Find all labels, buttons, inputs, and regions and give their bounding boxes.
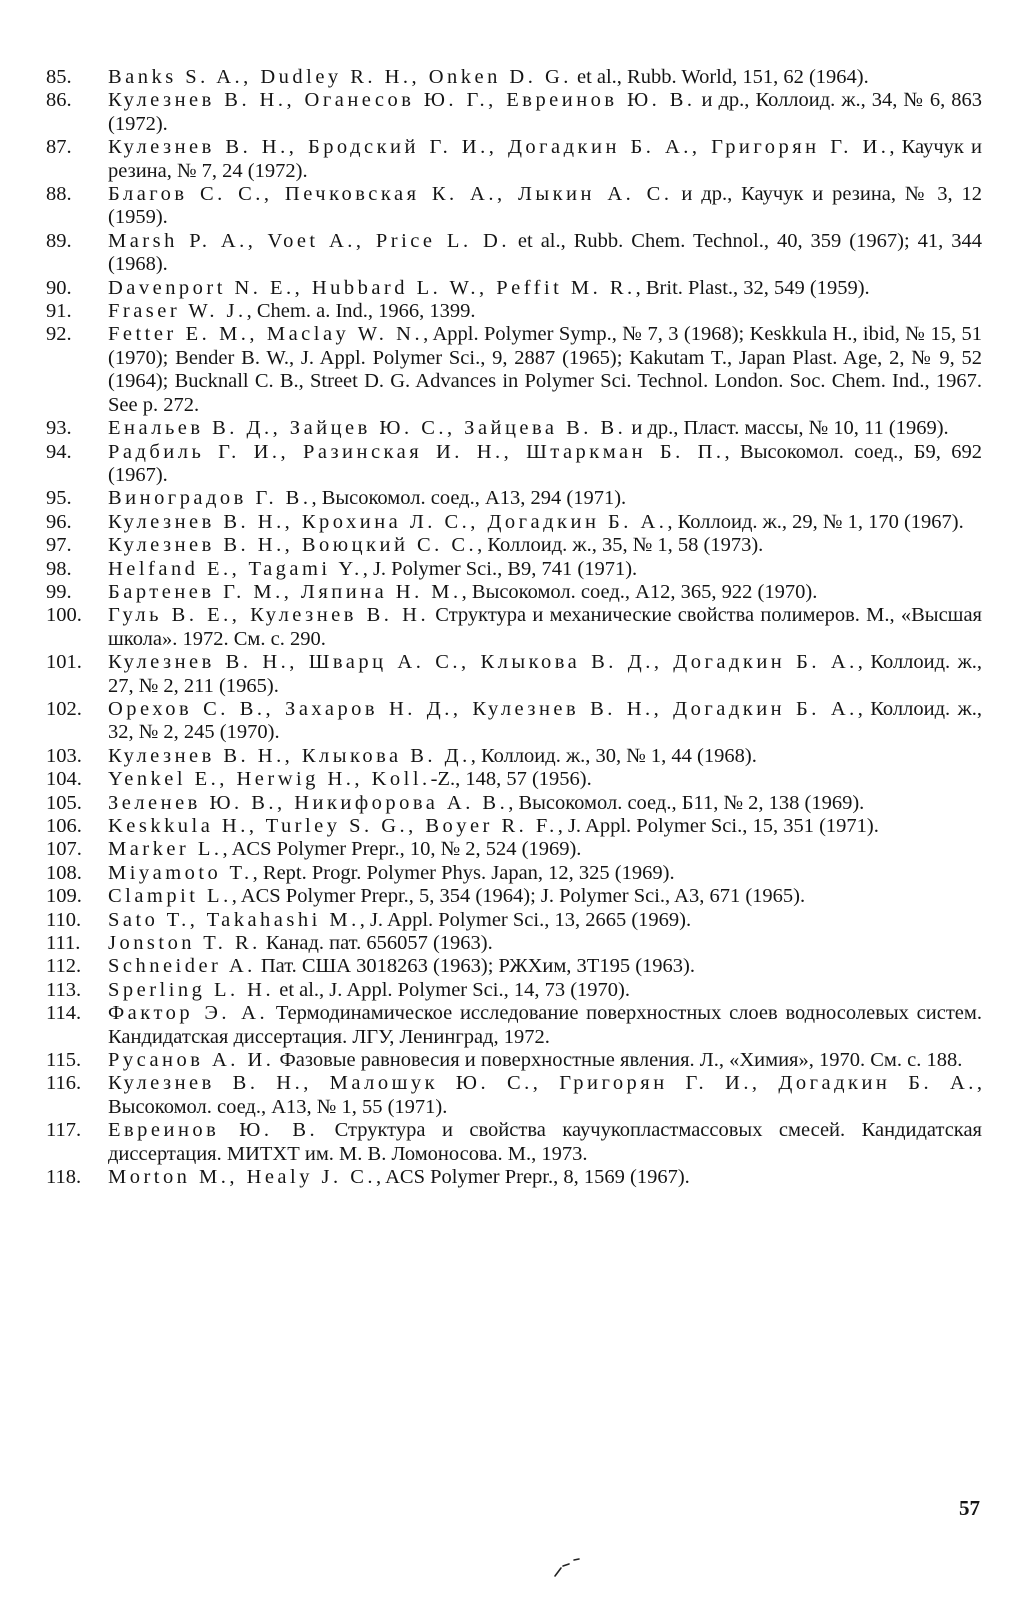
reference-entry [46,277,982,300]
reference-entry [46,651,982,698]
reference-number: 100. [46,604,82,627]
reference-entry [46,534,982,557]
reference-number: 93. [46,417,72,440]
reference-number: 89. [46,229,72,252]
reference-authors: Бартенев Г. М., Ляпина Н. М. [108,580,462,603]
reference-number: 94. [46,440,72,463]
reference-number: 104. [46,768,82,791]
reference-entry [46,1002,982,1049]
reference-entry [46,909,982,932]
reference-number: 92. [46,323,72,346]
reference-text: Структура и механические свойства полимеров. М., «Высшая школа». 1972. См. с. 290. [108,604,982,650]
reference-entry [46,558,982,581]
reference-authors: Clampit L. [108,885,232,908]
reference-entry [46,136,982,183]
reference-authors: Schneider A. [108,955,256,978]
reference-entry [46,604,982,651]
reference-number: 106. [46,815,82,837]
reference-text: , Высокомол. соед., Б11, № 2, 138 (1969). [508,791,865,814]
reference-number: 101. [46,651,82,674]
reference-number: 102. [46,697,82,720]
reference-entry [46,89,982,136]
reference-authors: Виноградов Г. В. [108,487,312,510]
reference-entry [46,815,982,838]
reference-text: , ACS Polymer Prepr., 8, 1569 (1967). [376,1166,690,1189]
page-number: 57 [959,1496,980,1520]
reference-entry [46,885,982,908]
reference-authors: Орехов С. В., Захаров Н. Д., Кулезнев В. Н., Догадкин Б. А. [108,697,858,720]
reference-authors: Кулезнев В. Н., Воюцкий С. С. [108,534,478,557]
reference-number: 103. [46,744,82,767]
reference-authors: Fetter E. M., Maclay W. N. [108,323,424,346]
reference-authors: Радбиль Г. И., Разинская И. Н., Штаркман Б. П. [108,440,725,463]
reference-number: 110. [46,908,82,931]
reference-text: , Коллоид. ж., 27, № 2, 211 (1965). [108,651,982,697]
reference-text: , J. Polymer Sci., B9, 741 (1971). [362,557,638,580]
reference-number: 109. [46,885,82,908]
reference-authors: Keskkula H., Turley S. G., Boyer R. F. [108,815,558,837]
reference-text: , Высокомол. соед., А12, 365, 922 (1970). [461,580,818,603]
reference-text: -Z., 148, 57 (1956). [430,768,592,791]
reference-text: , J. Appl. Polymer Sci., 15, 351 (1971). [557,815,879,837]
reference-text: , J. Appl. Polymer Sci., 13, 2665 (1969). [359,908,692,931]
reference-list [46,66,982,1190]
reference-text: , Высокомол. соед., Б9, 692 (1967). [108,440,982,486]
reference-text: и др., Коллоид. ж., 34, № 6, 863 (1972). [108,89,982,135]
reference-text: et al., Rubb. World, 151, 62 (1964). [571,66,869,88]
reference-authors: Кулезнев В. Н., Крохина Л. С., Догадкин Б. А. [108,510,668,533]
reference-number: 91. [46,300,72,323]
reference-text: et al., Rubb. Chem. Technol., 40, 359 (1967); 41, 344 (1968). [108,229,982,276]
reference-authors: Sato T., Takahashi M. [108,908,360,931]
reference-authors: Кулезнев В. Н., Клыкова В. Д. [108,744,471,767]
reference-authors: Fraser W. J. [108,300,247,323]
reference-entry [46,300,982,323]
reference-number: 90. [46,276,72,299]
reference-authors: Yenkel E., Herwig H., Koll. [108,768,431,791]
reference-authors: Кулезнев В. Н., Бродский Г. И., Догадкин Б. А., Григорян Г. И. [108,136,890,159]
reference-text: , Brit. Plast., 32, 549 (1959). [635,276,870,299]
reference-entry [46,838,982,861]
reference-authors: Marker L. [108,838,223,861]
reference-number: 117. [46,1119,82,1142]
reference-entry [46,955,982,978]
reference-text: и др., Пласт. массы, № 10, 11 (1969). [626,417,949,440]
reference-entry [46,698,982,745]
reference-number: 108. [46,861,82,884]
reference-number: 97. [46,534,72,557]
reference-text: Фазовые равновесия и поверхностные явления. Л., «Химия», 1970. См. с. 188. [274,1049,963,1072]
reference-number: 95. [46,487,72,510]
reference-number: 85. [46,66,72,88]
reference-authors: Кулезнев В. Н., Оганесов Ю. Г., Евреинов Ю. В. [108,89,696,112]
reference-text: , Коллоид. ж., 32, № 2, 245 (1970). [108,697,982,744]
reference-text: , Rept. Progr. Polymer Phys. Japan, 12, 325 (1969). [252,861,675,884]
reference-text: Пат. США 3018263 (1963); РЖХим, 3Т195 (1963). [255,955,695,978]
reference-text: Структура и свойства каучукопластмассовых смесей. Кандидатская диссертация. МИТХТ им. М. В. Ломоносова. М., 1973. [108,1119,982,1165]
reference-number: 107. [46,838,82,861]
reference-number: 114. [46,1002,82,1025]
reference-entry [46,441,982,488]
reference-entry [46,1166,982,1189]
reference-entry [46,1049,982,1072]
reference-authors: Евреинов Ю. В. [108,1119,319,1142]
reference-text: , Коллоид. ж., 35, № 1, 58 (1973). [477,534,764,557]
reference-entry [46,323,982,417]
reference-number: 99. [46,580,72,603]
reference-entry [46,768,982,791]
reference-authors: Кулезнев В. Н., Малошук Ю. С., Григорян Г. И., Догадкин Б. А. [108,1072,977,1095]
reference-authors: Banks S. A., Dudley R. H., Onken D. G. [108,66,572,88]
reference-text: , Appl. Polymer Symp., № 7, 3 (1968); Keskkula H., ibid, № 15, 51 (1970); Bender B. W., J. Appl. Polymer Sci., 9, 2887 (1965); Kakutam T., Japan Plast. Age, 2, № 9, 52 (1964); Bucknall C. B., Street D. G. Advances in Polymer Sci. Technol. London. Soc. Chem. Ind., 1967. See p. 272. [108,323,982,416]
reference-entry [46,581,982,604]
reference-authors: Кулезнев В. Н., Шварц А. С., Клыкова В. Д., Догадкин Б. А. [108,651,858,674]
reference-number: 118. [46,1166,82,1189]
reference-number: 105. [46,791,82,814]
reference-number: 116. [46,1072,82,1095]
reference-entry [46,511,982,534]
reference-authors: Благов С. С., Печковская К. А., Лыкин А. С. [108,183,673,206]
reference-entry [46,862,982,885]
reference-number: 96. [46,510,72,533]
reference-text: , ACS Polymer Prepr., 5, 354 (1964); J. Polymer Sci., A3, 671 (1965). [231,885,806,908]
reference-entry [46,1119,982,1166]
reference-number: 98. [46,557,72,580]
reference-number: 87. [46,136,72,159]
reference-authors: Helfand E., Tagami Y. [108,557,363,580]
reference-entry [46,183,982,230]
reference-text: et al., J. Appl. Polymer Sci., 14, 73 (1970). [274,978,630,1001]
reference-text: , Коллоид. ж., 30, № 1, 44 (1968). [470,744,757,767]
reference-entry [46,979,982,1002]
reference-entry [46,487,982,510]
reference-text: , Высокомол. соед., А13, 294 (1971). [311,487,627,510]
reference-entry [46,792,982,815]
reference-number: 115. [46,1049,82,1072]
reference-authors: Енальев В. Д., Зайцев Ю. С., Зайцева В. В. [108,417,627,440]
reference-entry [46,932,982,955]
reference-number: 112. [46,955,82,978]
reference-authors: Jonston T. R. [108,932,261,955]
reference-authors: Русанов А. И. [108,1049,275,1072]
reference-number: 86. [46,89,72,112]
reference-text: , Высокомол. соед., А13, № 1, 55 (1971). [108,1072,982,1118]
reference-authors: Davenport N. E., Hubbard L. W., Peffit M. R. [108,276,636,299]
reference-text: Термодинамическое исследование поверхностных слоев водносолевых систем. Кандидатская диссертация. ЛГУ, Ленинград, 1972. [108,1002,982,1048]
reference-text: Канад. пат. 656057 (1963). [260,932,493,955]
reference-text: и др., Каучук и резина, № 3, 12 (1959). [108,183,982,229]
reference-authors: Marsh P. A., Voet A., Price L. D. [108,229,510,252]
reference-authors: Зеленев Ю. В., Никифорова А. В. [108,791,509,814]
reference-entry [46,66,982,89]
reference-number: 111. [46,932,81,955]
reference-text: , Каучук и резина, № 7, 24 (1972). [108,136,982,182]
reference-number: 113. [46,978,82,1001]
reference-authors: Miyamoto T. [108,861,253,884]
reference-text: , Chem. a. Ind., 1966, 1399. [246,300,476,323]
reference-authors: Sperling L. H. [108,978,275,1001]
reference-entry [46,230,982,277]
reference-entry [46,1072,982,1119]
reference-authors: Гуль В. Е., Кулезнев В. Н. [108,604,430,627]
reference-authors: Фактор Э. А. [108,1002,269,1025]
reference-entry [46,745,982,768]
reference-text: , Коллоид. ж., 29, № 1, 170 (1967). [667,510,964,533]
reference-authors: Morton M., Healy J. C. [108,1166,376,1189]
reference-entry [46,417,982,440]
reference-number: 88. [46,183,72,206]
pen-mark [552,1556,592,1580]
reference-text: , ACS Polymer Prepr., 10, № 2, 524 (1969). [222,838,582,861]
